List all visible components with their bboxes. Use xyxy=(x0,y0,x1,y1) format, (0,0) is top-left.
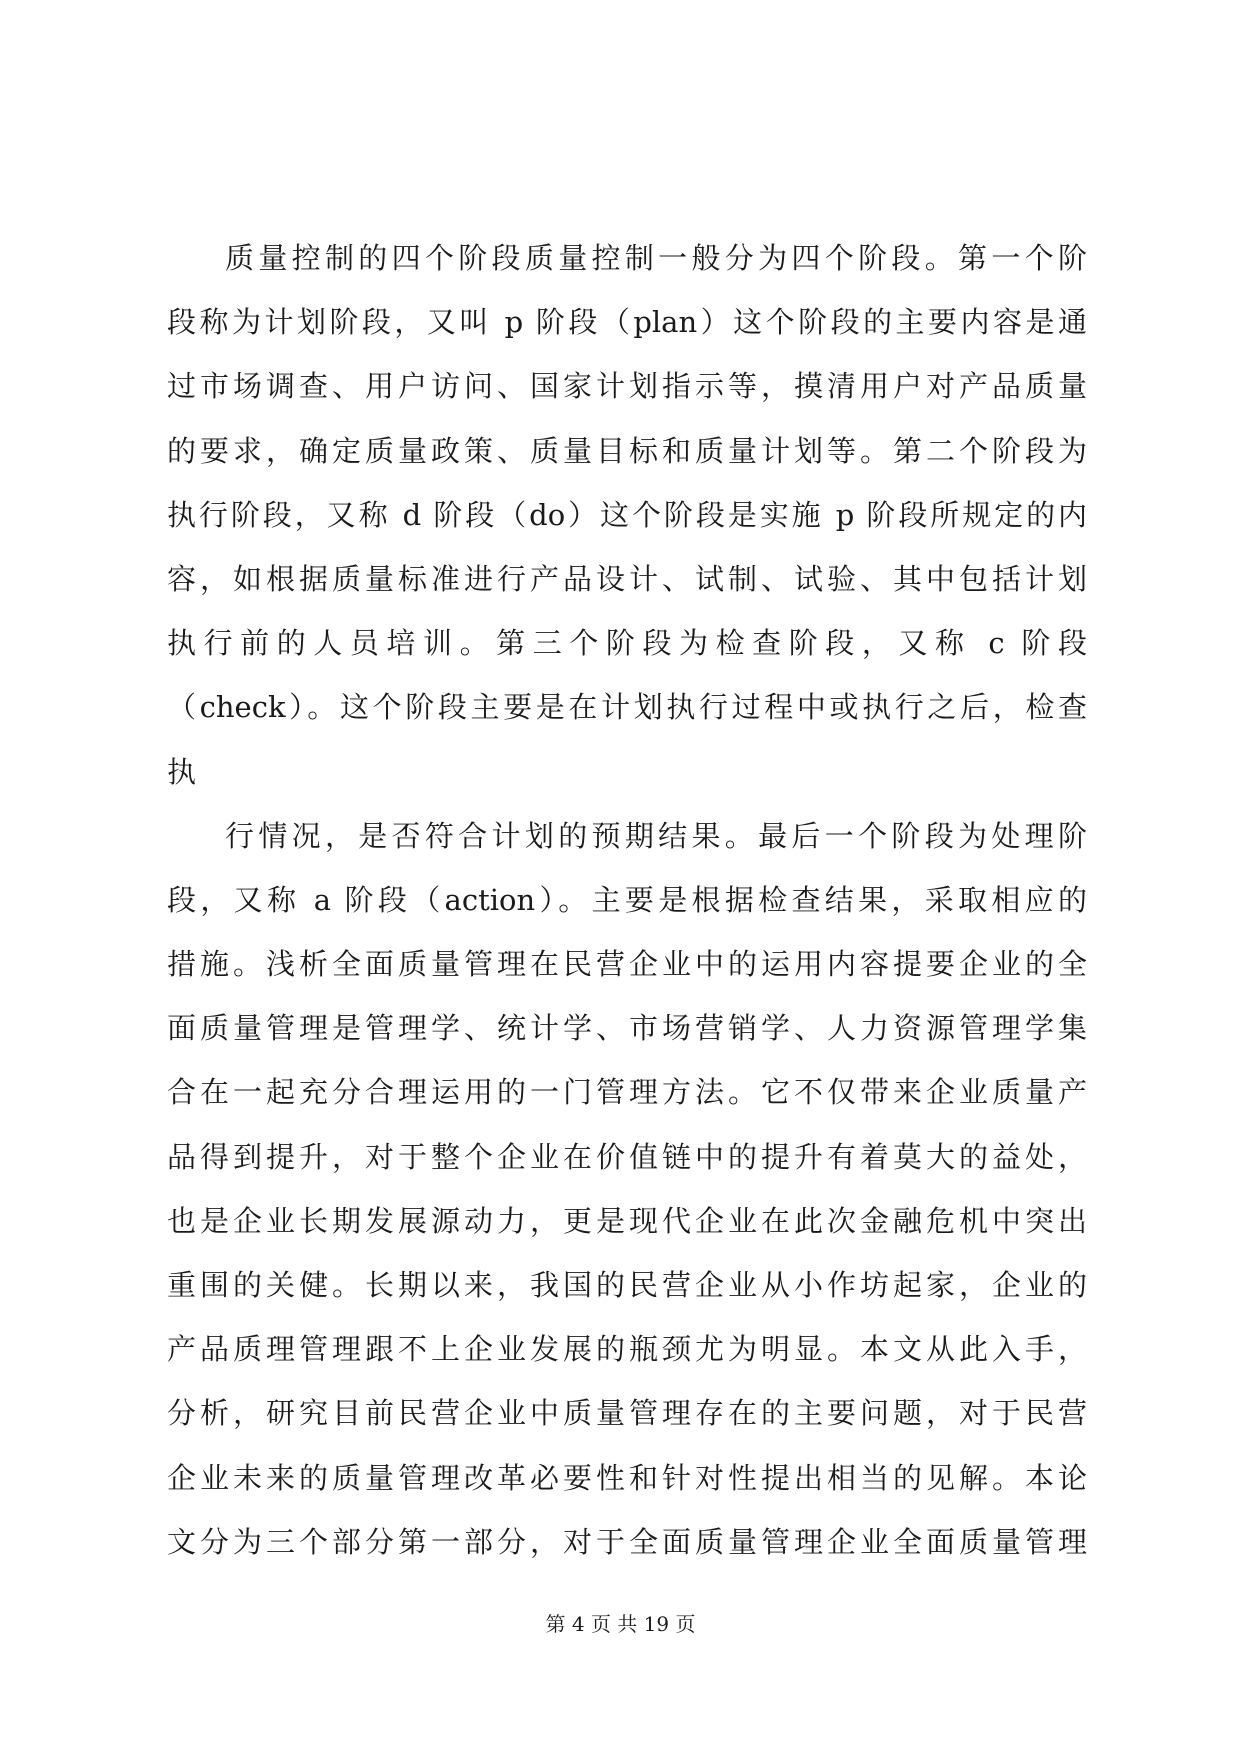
text-line: 的要求，确定质量政策、质量目标和质量计划等。第二个阶段为 xyxy=(167,433,1087,468)
text-line: 企业未来的质量管理改革必要性和针对性提出相当的见解。本论 xyxy=(167,1460,1087,1495)
text-line: 面质量管理是管理学、统计学、市场营销学、人力资源管理学集 xyxy=(167,1011,1087,1046)
text-line: 容，如根据质量标准进行产品设计、试制、试验、其中包括计划 xyxy=(167,561,1087,596)
text-line: 段称为计划阶段，又叫 p 阶段（plan）这个阶段的主要内容是通 xyxy=(167,305,1087,340)
page-number-label: 第 4 页 共 19 页 xyxy=(545,1612,696,1636)
text-line: 过市场调查、用户访问、国家计划指示等，摸清用户对产品质量 xyxy=(167,369,1087,404)
text-line: 也是企业长期发展源动力，更是现代企业在此次金融危机中突出 xyxy=(167,1203,1087,1238)
text-line: 重围的关健。长期以来，我国的民营企业从小作坊起家，企业的 xyxy=(167,1268,1087,1302)
text-line: 产品质理管理跟不上企业发展的瓶颈尤为明显。本文从此入手， xyxy=(167,1332,1087,1367)
page-footer xyxy=(0,1608,1241,1637)
text-line: 执 xyxy=(167,754,197,789)
text-line: 段，又称 a 阶段（action）。主要是根据检查结果，采取相应的 xyxy=(167,882,1087,917)
text-line: 品得到提升，对于整个企业在价值链中的提升有着莫大的益处， xyxy=(167,1139,1087,1174)
text-line: 分析，研究目前民营企业中质量管理存在的主要问题，对于民营 xyxy=(167,1396,1087,1431)
text-line: 措施。浅析全面质量管理在民营企业中的运用内容提要企业的全 xyxy=(167,947,1087,982)
text-line: 质量控制的四个阶段质量控制一般分为四个阶段。第一个阶 xyxy=(225,241,1087,275)
body-text xyxy=(167,226,1087,1574)
text-line: 执行前的人员培训。第三个阶段为检查阶段，又称 c 阶段 xyxy=(167,626,1087,661)
text-line: 文分为三个部分第一部分，对于全面质量管理企业全面质量管理 xyxy=(167,1524,1087,1559)
text-line: 执行阶段，又称 d 阶段（do）这个阶段是实施 p 阶段所规定的内 xyxy=(167,497,1087,532)
text-line: 合在一起充分合理运用的一门管理方法。它不仅带来企业质量产 xyxy=(167,1075,1087,1110)
text-line: 行情况，是否符合计划的预期结果。最后一个阶段为处理阶 xyxy=(225,818,1087,853)
text-line: （check）。这个阶段主要是在计划执行过程中或执行之后，检查 xyxy=(167,690,1087,725)
